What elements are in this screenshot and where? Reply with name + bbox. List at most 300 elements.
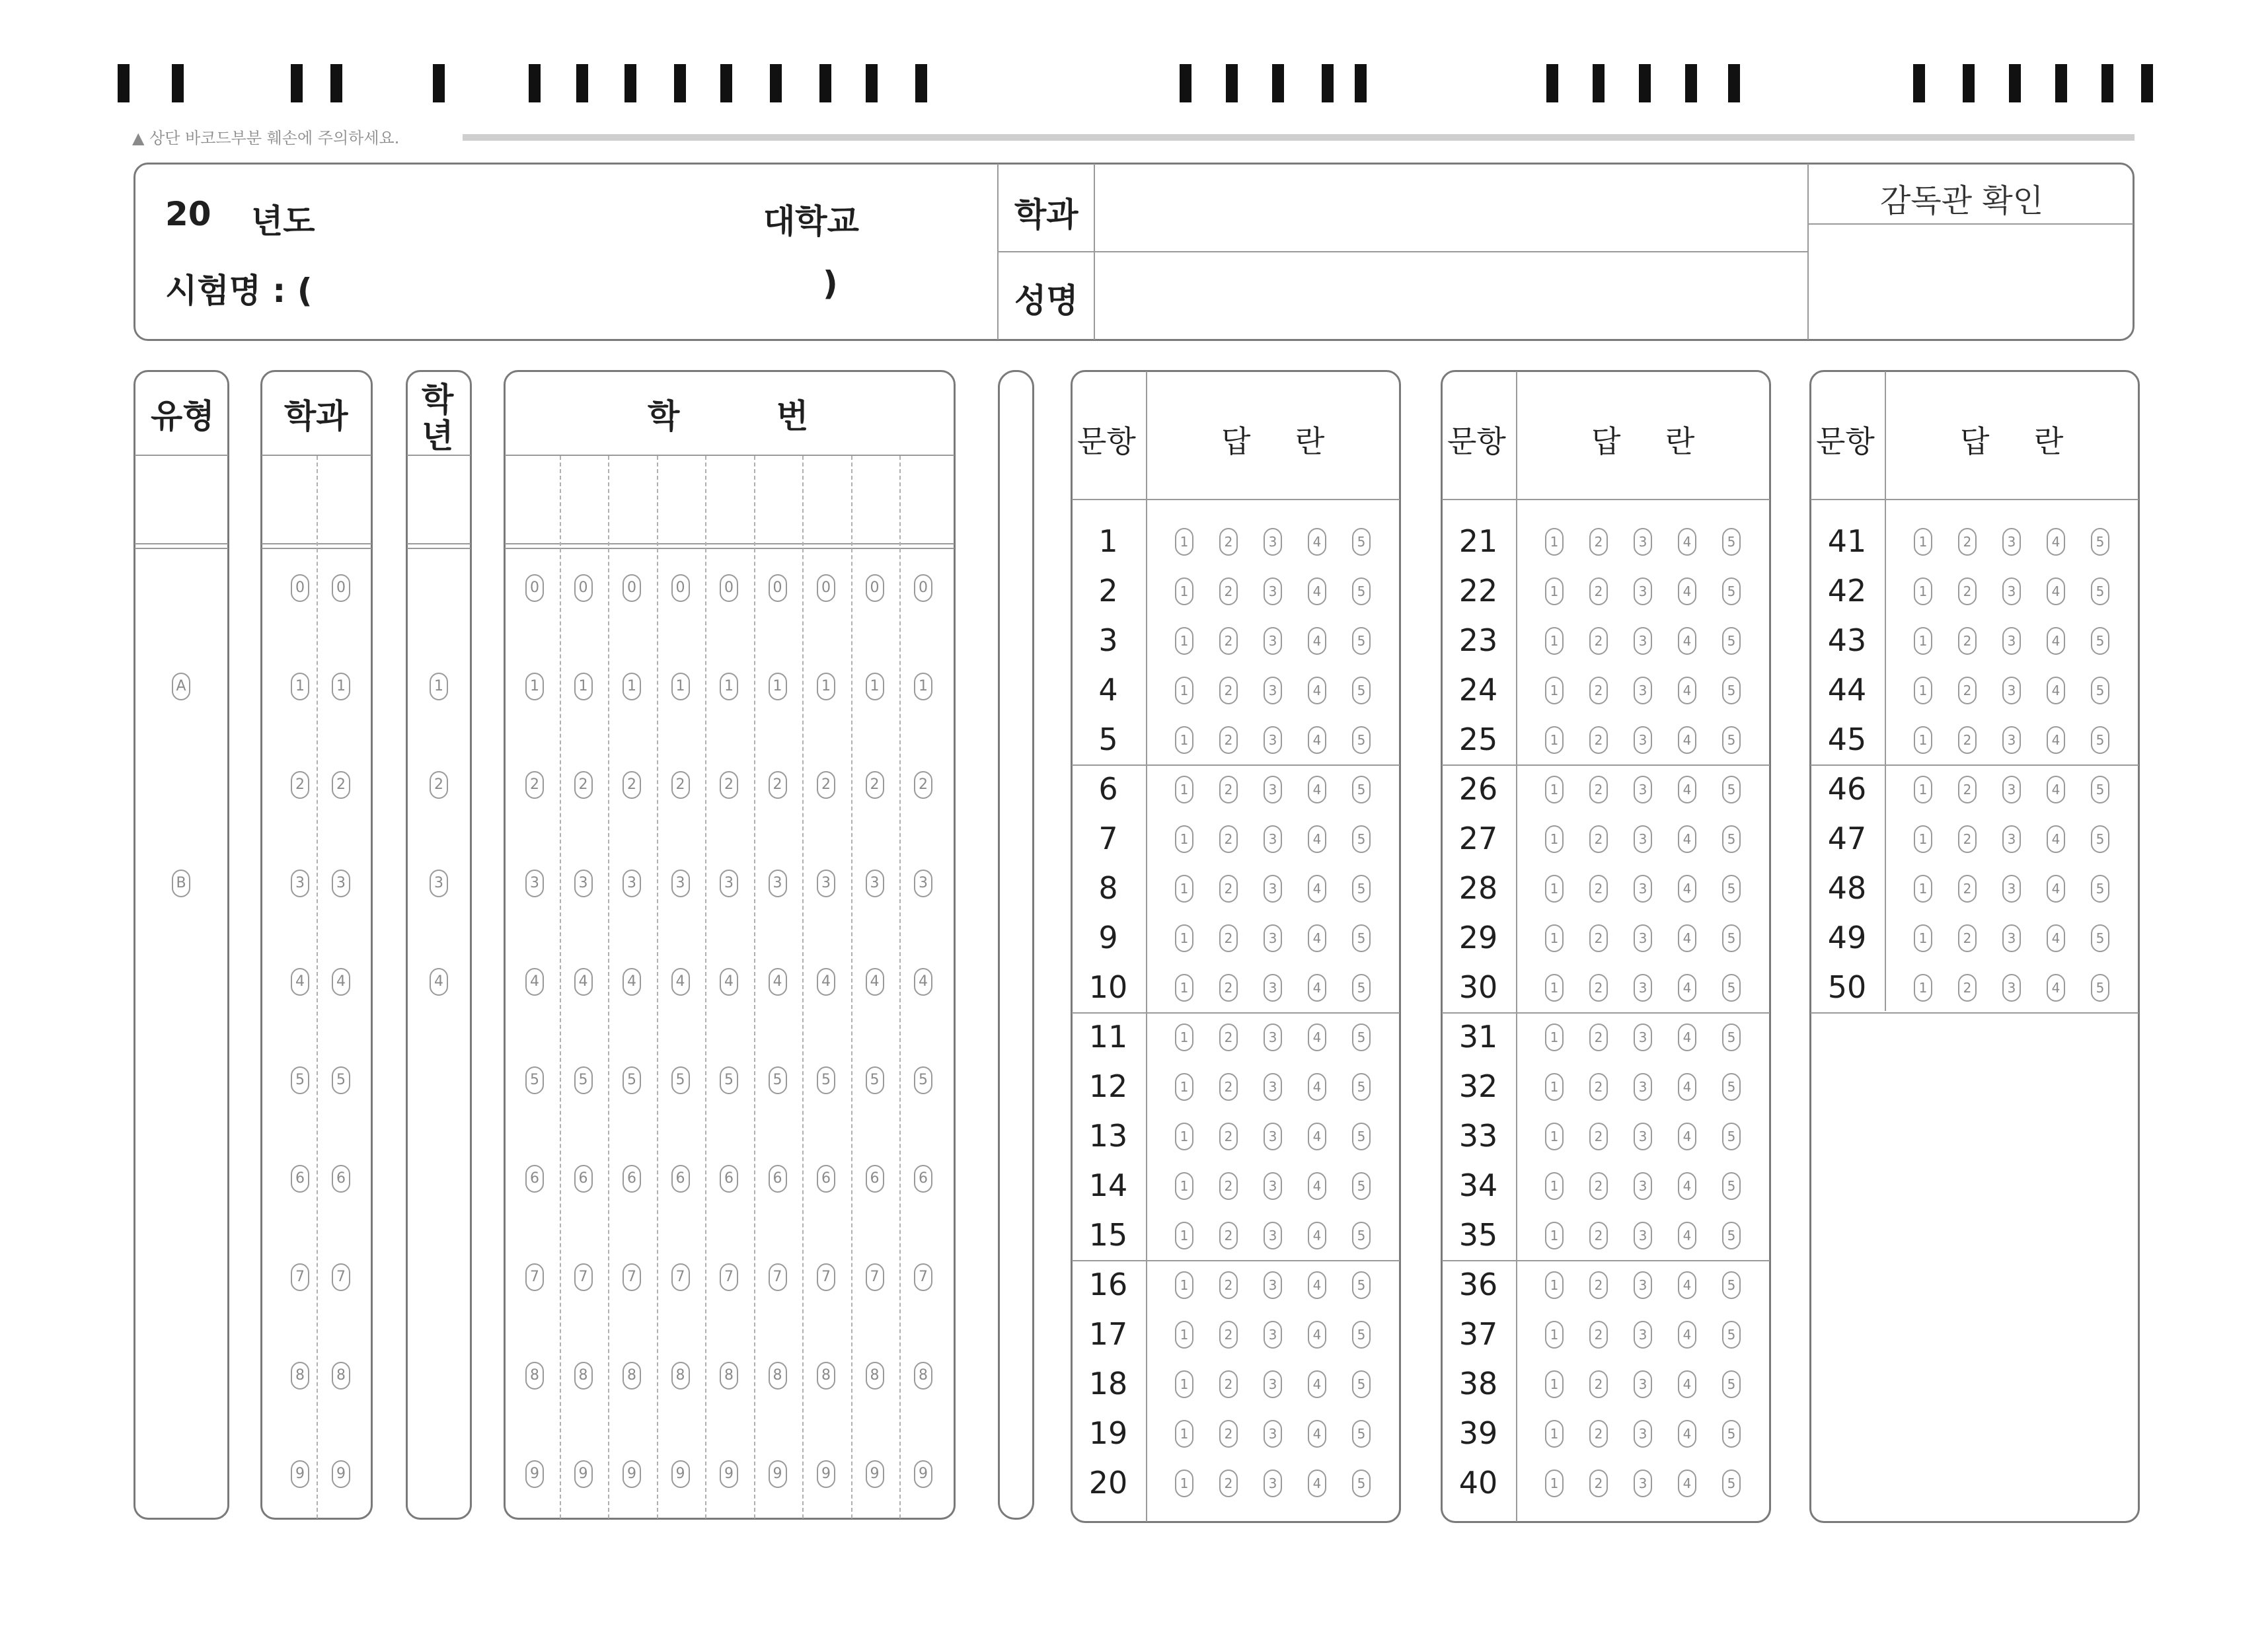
student-id-digit-bubble[interactable]: 2	[574, 771, 593, 799]
student-id-digit-bubble[interactable]: 1	[720, 673, 738, 700]
answer-bubble[interactable]: 2	[1219, 1469, 1238, 1497]
answer-bubble[interactable]: 1	[1914, 627, 1932, 655]
answer-bubble[interactable]: 4	[2047, 577, 2065, 605]
student-id-digit-bubble[interactable]: 2	[671, 771, 690, 799]
answer-bubble[interactable]: 1	[1175, 1073, 1193, 1101]
answer-bubble[interactable]: 1	[1175, 1420, 1193, 1448]
answer-bubble[interactable]: 3	[1634, 924, 1652, 952]
answer-bubble[interactable]: 1	[1914, 776, 1932, 803]
student-id-digit-bubble[interactable]: 6	[769, 1165, 787, 1193]
student-id-digit-bubble[interactable]: 0	[769, 574, 787, 602]
answer-bubble[interactable]: 3	[1634, 577, 1652, 605]
student-id-digit-bubble[interactable]: 2	[866, 771, 884, 799]
student-id-digit-bubble[interactable]: 3	[671, 870, 690, 897]
answer-bubble[interactable]: 3	[1264, 528, 1282, 556]
student-id-digit-bubble[interactable]: 1	[914, 673, 932, 700]
dept-digit-bubble[interactable]: 4	[291, 968, 309, 996]
answer-bubble[interactable]: 2	[1219, 726, 1238, 754]
supervisor-sign-area[interactable]	[1811, 226, 2132, 338]
grade-bubble[interactable]: 4	[430, 968, 448, 996]
answer-bubble[interactable]: 1	[1914, 974, 1932, 1002]
answer-bubble[interactable]: 3	[2002, 974, 2021, 1002]
answer-bubble[interactable]: 2	[1589, 1370, 1608, 1398]
student-id-digit-bubble[interactable]: 8	[574, 1362, 593, 1390]
dept-digit-bubble[interactable]: 6	[332, 1165, 350, 1193]
answer-bubble[interactable]: 2	[1219, 1172, 1238, 1200]
name-input-area[interactable]	[1097, 254, 1804, 338]
answer-bubble[interactable]: 2	[1589, 726, 1608, 754]
answer-bubble[interactable]: 2	[1958, 875, 1977, 903]
answer-bubble[interactable]: 4	[2047, 974, 2065, 1002]
student-id-digit-bubble[interactable]: 8	[623, 1362, 641, 1390]
answer-bubble[interactable]: 3	[1264, 1073, 1282, 1101]
answer-bubble[interactable]: 1	[1175, 1222, 1193, 1249]
answer-bubble[interactable]: 3	[1264, 1271, 1282, 1299]
answer-bubble[interactable]: 2	[1219, 1321, 1238, 1349]
answer-bubble[interactable]: 2	[1958, 924, 1977, 952]
answer-bubble[interactable]: 5	[1352, 1222, 1371, 1249]
answer-bubble[interactable]: 3	[1264, 1469, 1282, 1497]
answer-bubble[interactable]: 4	[1308, 974, 1326, 1002]
student-id-digit-bubble[interactable]: 3	[817, 870, 835, 897]
student-id-digit-bubble[interactable]: 3	[914, 870, 932, 897]
answer-bubble[interactable]: 4	[1308, 825, 1326, 853]
answer-bubble[interactable]: 2	[1958, 825, 1977, 853]
answer-bubble[interactable]: 1	[1545, 974, 1564, 1002]
student-id-digit-bubble[interactable]: 2	[525, 771, 544, 799]
answer-bubble[interactable]: 3	[1264, 1370, 1282, 1398]
answer-bubble[interactable]: 4	[1678, 974, 1696, 1002]
answer-bubble[interactable]: 2	[1589, 1469, 1608, 1497]
answer-bubble[interactable]: 1	[1545, 1469, 1564, 1497]
student-id-digit-bubble[interactable]: 8	[525, 1362, 544, 1390]
student-id-digit-bubble[interactable]: 9	[866, 1460, 884, 1488]
dept-input-area[interactable]	[1097, 165, 1804, 250]
student-id-digit-bubble[interactable]: 0	[866, 574, 884, 602]
answer-bubble[interactable]: 4	[1308, 1271, 1326, 1299]
answer-bubble[interactable]: 1	[1545, 726, 1564, 754]
dept-digit-bubble[interactable]: 2	[291, 771, 309, 799]
student-id-digit-bubble[interactable]: 3	[525, 870, 544, 897]
student-id-digit-bubble[interactable]: 3	[866, 870, 884, 897]
answer-bubble[interactable]: 4	[1308, 726, 1326, 754]
dept-digit-bubble[interactable]: 3	[332, 870, 350, 897]
answer-bubble[interactable]: 4	[1308, 1370, 1326, 1398]
student-id-digit-bubble[interactable]: 4	[769, 968, 787, 996]
answer-bubble[interactable]: 4	[1678, 1469, 1696, 1497]
answer-bubble[interactable]: 3	[1634, 1073, 1652, 1101]
student-id-digit-bubble[interactable]: 0	[623, 574, 641, 602]
answer-bubble[interactable]: 2	[1219, 528, 1238, 556]
answer-bubble[interactable]: 1	[1175, 1321, 1193, 1349]
student-id-digit-bubble[interactable]: 6	[866, 1165, 884, 1193]
grade-bubble[interactable]: 3	[430, 870, 448, 897]
answer-bubble[interactable]: 4	[1678, 1172, 1696, 1200]
answer-bubble[interactable]: 3	[1634, 974, 1652, 1002]
answer-bubble[interactable]: 3	[1634, 1469, 1652, 1497]
student-id-digit-bubble[interactable]: 7	[574, 1263, 593, 1291]
student-id-digit-bubble[interactable]: 6	[525, 1165, 544, 1193]
answer-bubble[interactable]: 2	[1219, 1222, 1238, 1249]
dept-digit-bubble[interactable]: 9	[291, 1460, 309, 1488]
student-id-digit-bubble[interactable]: 3	[720, 870, 738, 897]
student-id-digit-bubble[interactable]: 7	[671, 1263, 690, 1291]
answer-bubble[interactable]: 5	[1352, 1370, 1371, 1398]
answer-bubble[interactable]: 3	[1264, 974, 1282, 1002]
answer-bubble[interactable]: 2	[1589, 875, 1608, 903]
answer-bubble[interactable]: 4	[2047, 825, 2065, 853]
answer-bubble[interactable]: 4	[2047, 726, 2065, 754]
student-id-digit-bubble[interactable]: 1	[817, 673, 835, 700]
answer-bubble[interactable]: 3	[2002, 627, 2021, 655]
answer-bubble[interactable]: 5	[2091, 528, 2109, 556]
answer-bubble[interactable]: 2	[1219, 1123, 1238, 1150]
answer-bubble[interactable]: 5	[1722, 1023, 1741, 1051]
answer-bubble[interactable]: 5	[1352, 974, 1371, 1002]
answer-bubble[interactable]: 4	[1678, 924, 1696, 952]
answer-bubble[interactable]: 5	[1722, 776, 1741, 803]
answer-bubble[interactable]: 3	[1264, 577, 1282, 605]
answer-bubble[interactable]: 3	[1634, 1420, 1652, 1448]
dept-digit-bubble[interactable]: 3	[291, 870, 309, 897]
answer-bubble[interactable]: 5	[1722, 1172, 1741, 1200]
answer-bubble[interactable]: 2	[1589, 825, 1608, 853]
student-id-digit-bubble[interactable]: 7	[720, 1263, 738, 1291]
answer-bubble[interactable]: 2	[1219, 776, 1238, 803]
answer-bubble[interactable]: 3	[1264, 1123, 1282, 1150]
student-id-digit-bubble[interactable]: 3	[623, 870, 641, 897]
answer-bubble[interactable]: 3	[1264, 1172, 1282, 1200]
answer-bubble[interactable]: 5	[1352, 627, 1371, 655]
answer-bubble[interactable]: 3	[1634, 776, 1652, 803]
student-id-digit-bubble[interactable]: 9	[574, 1460, 593, 1488]
student-id-digit-bubble[interactable]: 9	[525, 1460, 544, 1488]
dept-digit-bubble[interactable]: 1	[332, 673, 350, 700]
dept-digit-bubble[interactable]: 4	[332, 968, 350, 996]
answer-bubble[interactable]: 4	[1308, 1023, 1326, 1051]
student-id-digit-bubble[interactable]: 4	[817, 968, 835, 996]
answer-bubble[interactable]: 5	[1722, 1321, 1741, 1349]
answer-bubble[interactable]: 2	[1958, 627, 1977, 655]
answer-bubble[interactable]: 2	[1219, 1370, 1238, 1398]
answer-bubble[interactable]: 3	[1264, 825, 1282, 853]
answer-bubble[interactable]: 2	[1589, 677, 1608, 704]
answer-bubble[interactable]: 5	[1722, 1073, 1741, 1101]
student-id-digit-bubble[interactable]: 7	[623, 1263, 641, 1291]
answer-bubble[interactable]: 1	[1545, 1172, 1564, 1200]
answer-bubble[interactable]: 2	[1589, 1222, 1608, 1249]
answer-bubble[interactable]: 3	[1634, 1271, 1652, 1299]
answer-bubble[interactable]: 2	[1219, 924, 1238, 952]
answer-bubble[interactable]: 5	[2091, 776, 2109, 803]
answer-bubble[interactable]: 4	[1308, 1123, 1326, 1150]
answer-bubble[interactable]: 5	[1352, 1023, 1371, 1051]
dept-digit-bubble[interactable]: 8	[291, 1362, 309, 1390]
answer-bubble[interactable]: 3	[1634, 825, 1652, 853]
answer-bubble[interactable]: 2	[1589, 1073, 1608, 1101]
answer-bubble[interactable]: 3	[1264, 924, 1282, 952]
answer-bubble[interactable]: 5	[1722, 825, 1741, 853]
answer-bubble[interactable]: 3	[1634, 1123, 1652, 1150]
answer-bubble[interactable]: 3	[1264, 677, 1282, 704]
answer-bubble[interactable]: 4	[1308, 875, 1326, 903]
dept-digit-bubble[interactable]: 7	[291, 1263, 309, 1291]
answer-bubble[interactable]: 5	[1352, 1123, 1371, 1150]
student-id-digit-bubble[interactable]: 4	[525, 968, 544, 996]
answer-bubble[interactable]: 1	[1914, 924, 1932, 952]
student-id-digit-bubble[interactable]: 0	[574, 574, 593, 602]
answer-bubble[interactable]: 1	[1545, 1222, 1564, 1249]
answer-bubble[interactable]: 4	[1678, 1420, 1696, 1448]
answer-bubble[interactable]: 1	[1545, 924, 1564, 952]
answer-bubble[interactable]: 4	[2047, 677, 2065, 704]
answer-bubble[interactable]: 5	[1722, 1123, 1741, 1150]
answer-bubble[interactable]: 5	[1722, 1469, 1741, 1497]
student-id-digit-bubble[interactable]: 3	[769, 870, 787, 897]
answer-bubble[interactable]: 4	[1678, 1023, 1696, 1051]
answer-bubble[interactable]: 3	[1634, 627, 1652, 655]
answer-bubble[interactable]: 1	[1545, 627, 1564, 655]
answer-bubble[interactable]: 4	[1308, 677, 1326, 704]
student-id-digit-bubble[interactable]: 2	[817, 771, 835, 799]
student-id-digit-bubble[interactable]: 5	[671, 1066, 690, 1094]
answer-bubble[interactable]: 2	[1958, 677, 1977, 704]
student-id-digit-bubble[interactable]: 0	[525, 574, 544, 602]
answer-bubble[interactable]: 5	[1722, 677, 1741, 704]
student-id-digit-bubble[interactable]: 6	[671, 1165, 690, 1193]
student-id-digit-bubble[interactable]: 9	[769, 1460, 787, 1488]
student-id-digit-bubble[interactable]: 8	[671, 1362, 690, 1390]
answer-bubble[interactable]: 3	[1634, 726, 1652, 754]
answer-bubble[interactable]: 5	[1722, 1370, 1741, 1398]
answer-bubble[interactable]: 1	[1175, 776, 1193, 803]
answer-bubble[interactable]: 2	[1589, 1271, 1608, 1299]
answer-bubble[interactable]: 2	[1589, 1172, 1608, 1200]
answer-bubble[interactable]: 3	[1634, 1172, 1652, 1200]
answer-bubble[interactable]: 1	[1175, 974, 1193, 1002]
answer-bubble[interactable]: 2	[1219, 1023, 1238, 1051]
student-id-digit-bubble[interactable]: 8	[817, 1362, 835, 1390]
answer-bubble[interactable]: 4	[1678, 1222, 1696, 1249]
student-id-digit-bubble[interactable]: 0	[720, 574, 738, 602]
answer-bubble[interactable]: 5	[1352, 528, 1371, 556]
student-id-digit-bubble[interactable]: 5	[574, 1066, 593, 1094]
dept-digit-bubble[interactable]: 5	[291, 1066, 309, 1094]
answer-bubble[interactable]: 4	[1308, 924, 1326, 952]
student-id-digit-bubble[interactable]: 6	[720, 1165, 738, 1193]
answer-bubble[interactable]: 1	[1175, 677, 1193, 704]
answer-bubble[interactable]: 4	[2047, 924, 2065, 952]
answer-bubble[interactable]: 1	[1545, 1023, 1564, 1051]
answer-bubble[interactable]: 1	[1914, 726, 1932, 754]
answer-bubble[interactable]: 4	[1308, 776, 1326, 803]
student-id-digit-bubble[interactable]: 7	[525, 1263, 544, 1291]
student-id-digit-bubble[interactable]: 4	[623, 968, 641, 996]
student-id-digit-bubble[interactable]: 6	[914, 1165, 932, 1193]
answer-bubble[interactable]: 4	[1678, 1321, 1696, 1349]
answer-bubble[interactable]: 1	[1545, 875, 1564, 903]
student-id-digit-bubble[interactable]: 9	[623, 1460, 641, 1488]
answer-bubble[interactable]: 2	[1958, 776, 1977, 803]
answer-bubble[interactable]: 3	[2002, 825, 2021, 853]
answer-bubble[interactable]: 1	[1545, 825, 1564, 853]
answer-bubble[interactable]: 3	[1634, 1321, 1652, 1349]
answer-bubble[interactable]: 4	[1308, 1469, 1326, 1497]
answer-bubble[interactable]: 2	[1589, 1023, 1608, 1051]
answer-bubble[interactable]: 1	[1175, 924, 1193, 952]
answer-bubble[interactable]: 4	[2047, 528, 2065, 556]
answer-bubble[interactable]: 1	[1175, 726, 1193, 754]
answer-bubble[interactable]: 3	[1634, 1023, 1652, 1051]
answer-bubble[interactable]: 2	[1958, 726, 1977, 754]
answer-bubble[interactable]: 1	[1175, 627, 1193, 655]
answer-bubble[interactable]: 3	[1264, 776, 1282, 803]
student-id-digit-bubble[interactable]: 5	[817, 1066, 835, 1094]
answer-bubble[interactable]: 5	[1352, 875, 1371, 903]
answer-bubble[interactable]: 5	[1352, 1469, 1371, 1497]
answer-bubble[interactable]: 5	[1722, 875, 1741, 903]
answer-bubble[interactable]: 5	[2091, 825, 2109, 853]
student-id-digit-bubble[interactable]: 8	[914, 1362, 932, 1390]
dept-digit-bubble[interactable]: 6	[291, 1165, 309, 1193]
answer-bubble[interactable]: 2	[1219, 974, 1238, 1002]
answer-bubble[interactable]: 2	[1589, 1321, 1608, 1349]
student-id-digit-bubble[interactable]: 2	[914, 771, 932, 799]
answer-bubble[interactable]: 2	[1219, 825, 1238, 853]
answer-bubble[interactable]: 1	[1914, 875, 1932, 903]
student-id-digit-bubble[interactable]: 3	[574, 870, 593, 897]
answer-bubble[interactable]: 5	[1352, 577, 1371, 605]
answer-bubble[interactable]: 4	[1678, 726, 1696, 754]
answer-bubble[interactable]: 1	[1914, 528, 1932, 556]
answer-bubble[interactable]: 3	[2002, 924, 2021, 952]
answer-bubble[interactable]: 3	[1264, 875, 1282, 903]
answer-bubble[interactable]: 5	[1722, 924, 1741, 952]
answer-bubble[interactable]: 5	[1352, 1172, 1371, 1200]
answer-bubble[interactable]: 1	[1175, 1469, 1193, 1497]
answer-bubble[interactable]: 5	[1352, 1073, 1371, 1101]
student-id-digit-bubble[interactable]: 6	[817, 1165, 835, 1193]
answer-bubble[interactable]: 1	[1545, 1420, 1564, 1448]
dept-digit-bubble[interactable]: 9	[332, 1460, 350, 1488]
answer-bubble[interactable]: 3	[2002, 577, 2021, 605]
student-id-digit-bubble[interactable]: 4	[914, 968, 932, 996]
student-id-digit-bubble[interactable]: 1	[623, 673, 641, 700]
student-id-digit-bubble[interactable]: 5	[525, 1066, 544, 1094]
student-id-digit-bubble[interactable]: 7	[817, 1263, 835, 1291]
answer-bubble[interactable]: 4	[1678, 577, 1696, 605]
answer-bubble[interactable]: 3	[1264, 726, 1282, 754]
answer-bubble[interactable]: 5	[1722, 1222, 1741, 1249]
answer-bubble[interactable]: 2	[1219, 577, 1238, 605]
answer-bubble[interactable]: 4	[1308, 1420, 1326, 1448]
answer-bubble[interactable]: 3	[1634, 677, 1652, 704]
answer-bubble[interactable]: 5	[2091, 577, 2109, 605]
student-id-digit-bubble[interactable]: 9	[914, 1460, 932, 1488]
answer-bubble[interactable]: 5	[1722, 1420, 1741, 1448]
answer-bubble[interactable]: 4	[1678, 776, 1696, 803]
answer-bubble[interactable]: 3	[2002, 726, 2021, 754]
answer-bubble[interactable]: 4	[1678, 1073, 1696, 1101]
student-id-digit-bubble[interactable]: 1	[866, 673, 884, 700]
answer-bubble[interactable]: 3	[1264, 1420, 1282, 1448]
answer-bubble[interactable]: 3	[1634, 1370, 1652, 1398]
answer-bubble[interactable]: 5	[1722, 577, 1741, 605]
answer-bubble[interactable]: 5	[1352, 825, 1371, 853]
student-id-digit-bubble[interactable]: 6	[623, 1165, 641, 1193]
answer-bubble[interactable]: 5	[1352, 1271, 1371, 1299]
answer-bubble[interactable]: 1	[1175, 825, 1193, 853]
answer-bubble[interactable]: 1	[1914, 825, 1932, 853]
student-id-digit-bubble[interactable]: 5	[720, 1066, 738, 1094]
answer-bubble[interactable]: 1	[1175, 1271, 1193, 1299]
student-id-digit-bubble[interactable]: 1	[671, 673, 690, 700]
student-id-digit-bubble[interactable]: 8	[720, 1362, 738, 1390]
answer-bubble[interactable]: 2	[1958, 974, 1977, 1002]
dept-digit-bubble[interactable]: 1	[291, 673, 309, 700]
student-id-digit-bubble[interactable]: 7	[914, 1263, 932, 1291]
student-id-digit-bubble[interactable]: 4	[866, 968, 884, 996]
answer-bubble[interactable]: 3	[1264, 627, 1282, 655]
student-id-digit-bubble[interactable]: 9	[817, 1460, 835, 1488]
answer-bubble[interactable]: 4	[1678, 875, 1696, 903]
answer-bubble[interactable]: 1	[1175, 1123, 1193, 1150]
answer-bubble[interactable]: 2	[1589, 1123, 1608, 1150]
grade-bubble[interactable]: 1	[430, 673, 448, 700]
answer-bubble[interactable]: 2	[1589, 924, 1608, 952]
student-id-digit-bubble[interactable]: 7	[866, 1263, 884, 1291]
answer-bubble[interactable]: 1	[1545, 1123, 1564, 1150]
answer-bubble[interactable]: 3	[2002, 677, 2021, 704]
answer-bubble[interactable]: 2	[1219, 627, 1238, 655]
answer-bubble[interactable]: 5	[1352, 1321, 1371, 1349]
student-id-digit-bubble[interactable]: 0	[914, 574, 932, 602]
answer-bubble[interactable]: 4	[1308, 1321, 1326, 1349]
answer-bubble[interactable]: 3	[2002, 875, 2021, 903]
grade-bubble[interactable]: 2	[430, 771, 448, 799]
answer-bubble[interactable]: 4	[1308, 627, 1326, 655]
answer-bubble[interactable]: 1	[1175, 1023, 1193, 1051]
answer-bubble[interactable]: 2	[1589, 776, 1608, 803]
dept-digit-bubble[interactable]: 8	[332, 1362, 350, 1390]
answer-bubble[interactable]: 5	[1352, 1420, 1371, 1448]
answer-bubble[interactable]: 5	[1352, 677, 1371, 704]
answer-bubble[interactable]: 5	[2091, 974, 2109, 1002]
answer-bubble[interactable]: 2	[1589, 577, 1608, 605]
answer-bubble[interactable]: 1	[1175, 528, 1193, 556]
answer-bubble[interactable]: 5	[1352, 924, 1371, 952]
answer-bubble[interactable]: 1	[1545, 677, 1564, 704]
student-id-digit-bubble[interactable]: 5	[866, 1066, 884, 1094]
student-id-digit-bubble[interactable]: 2	[623, 771, 641, 799]
answer-bubble[interactable]: 4	[1678, 1370, 1696, 1398]
answer-bubble[interactable]: 5	[1352, 776, 1371, 803]
answer-bubble[interactable]: 4	[1678, 627, 1696, 655]
student-id-digit-bubble[interactable]: 8	[866, 1362, 884, 1390]
answer-bubble[interactable]: 1	[1545, 528, 1564, 556]
dept-digit-bubble[interactable]: 5	[332, 1066, 350, 1094]
answer-bubble[interactable]: 4	[1308, 528, 1326, 556]
answer-bubble[interactable]: 1	[1545, 1370, 1564, 1398]
answer-bubble[interactable]: 2	[1958, 577, 1977, 605]
answer-bubble[interactable]: 4	[1308, 1172, 1326, 1200]
answer-bubble[interactable]: 5	[1352, 726, 1371, 754]
answer-bubble[interactable]: 1	[1175, 1370, 1193, 1398]
student-id-digit-bubble[interactable]: 5	[623, 1066, 641, 1094]
type-bubble-b[interactable]: B	[172, 870, 190, 897]
answer-bubble[interactable]: 5	[2091, 875, 2109, 903]
student-id-digit-bubble[interactable]: 2	[769, 771, 787, 799]
